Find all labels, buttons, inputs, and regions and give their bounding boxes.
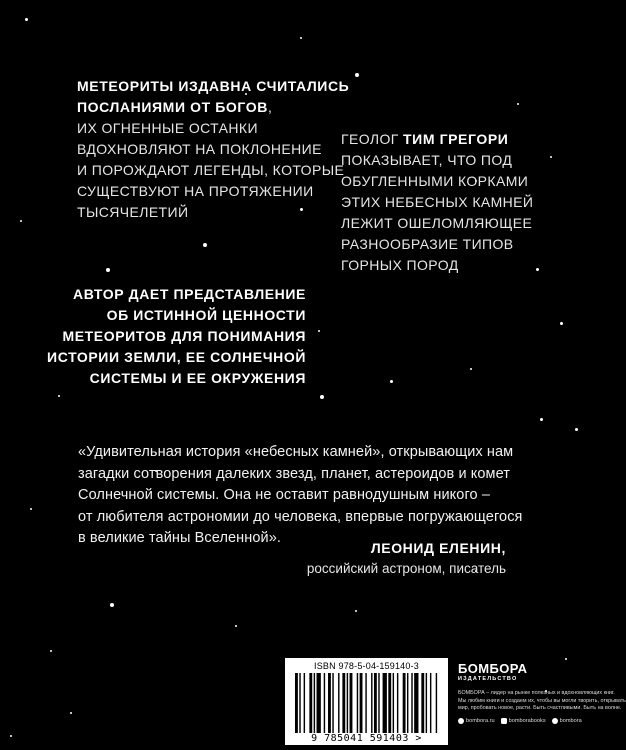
publisher-text-line: Мы любим книги и создаем их, чтобы вы могли творить, открывать (458, 697, 626, 704)
quote-author-name: ЛЕОНИД ЕЛЕНИН, (370, 540, 506, 556)
publisher-socials (458, 718, 598, 724)
barcode-bar (393, 673, 394, 733)
barcode-bar (378, 673, 379, 733)
barcode-bar (383, 673, 387, 733)
value-line: ИСТОРИИ ЗЕМЛИ, ЕЕ СОЛНЕЧНОЙ (47, 349, 306, 365)
star-dot (235, 625, 237, 627)
review-quote (78, 442, 523, 550)
vk-icon (501, 718, 507, 724)
value-line: ОБ ИСТИННОЙ ЦЕННОСТИ (106, 307, 306, 323)
intro-line: ТЫСЯЧЕЛЕТИЙ (77, 204, 189, 220)
author-line: ГОРНЫХ ПОРОД (341, 257, 459, 273)
star-dot (106, 268, 110, 272)
star-dot (550, 156, 552, 158)
star-dot (20, 220, 22, 222)
barcode-bar (328, 673, 331, 733)
intro-text-block (77, 76, 349, 223)
barcode-bar (357, 673, 358, 733)
social-website[interactable] (458, 718, 495, 724)
barcode-bar (397, 673, 398, 733)
intro-bold-line-2 (77, 97, 349, 118)
barcode-bar (309, 673, 312, 733)
star-dot (203, 243, 207, 247)
quote-line: «Удивительная история «небесных камней», открывающих нам (78, 444, 514, 460)
barcode-bar (338, 673, 339, 733)
barcode-bar (295, 673, 298, 733)
publisher-subtitle: ИЗДАТЕЛЬСТВО (458, 676, 518, 682)
intro-bold-suffix: , (267, 99, 273, 115)
publisher-logo: БОМБОРА (458, 661, 528, 676)
author-intro-line (341, 129, 533, 150)
author-line: ЛЕЖИТ ОШЕЛОМЛЯЮЩЕЕ (341, 215, 533, 231)
value-line: АВТОР ДАЕТ ПРЕДСТАВЛЕНИЕ (73, 286, 306, 302)
barcode-bar (347, 673, 348, 733)
barcode-bar (317, 673, 321, 733)
star-dot (470, 368, 472, 370)
publisher-block (458, 661, 626, 724)
star-dot (536, 268, 539, 271)
social-vk[interactable] (501, 718, 546, 724)
star-dot (10, 735, 12, 737)
intro-bold-line: МЕТЕОРИТЫ ИЗДАВНА СЧИТАЛИСЬ (77, 78, 350, 94)
barcode-bar (436, 673, 437, 733)
barcode-bar (365, 673, 366, 733)
barcode-bar (314, 673, 315, 733)
barcode-bar (350, 673, 353, 733)
value-line: СИСТЕМЫ И ЕЕ ОКРУЖЕНИЯ (89, 370, 306, 386)
star-dot (355, 73, 359, 77)
author-text-block (341, 129, 533, 276)
star-dot (517, 103, 519, 105)
globe-icon (458, 718, 464, 724)
barcode-bar (324, 673, 325, 733)
barcode-bar (414, 673, 418, 733)
social-website-label: bombora.ru (466, 717, 495, 724)
intro-line: ВДОХНОВЛЯЮТ НА ПОКЛОНЕНИЕ (77, 141, 322, 157)
barcode-bar (411, 673, 412, 733)
author-line: ОБУГЛЕННЫМИ КОРКАМИ (341, 173, 529, 189)
barcode (285, 658, 448, 745)
quote-line: от любителя астрономии до человека, впервые погружающегося (78, 508, 523, 525)
barcode-bar (299, 673, 300, 733)
author-name-inline: ТИМ ГРЕГОРИ (403, 131, 509, 147)
barcode-bar (388, 673, 391, 733)
barcode-bar (360, 673, 363, 733)
star-dot (390, 380, 393, 383)
author-line: ПОКАЗЫВАЕТ, ЧТО ПОД (341, 152, 513, 168)
barcode-bar (407, 673, 408, 733)
quote-author-role: российский астроном, писатель (306, 561, 506, 576)
barcode-bar (426, 673, 427, 733)
star-dot (540, 418, 543, 421)
intro-line: СУЩЕСТВУЮТ НА ПРОТЯЖЕНИИ (77, 183, 314, 199)
quote-author (307, 540, 506, 576)
star-dot (30, 508, 32, 510)
telegram-icon (552, 718, 558, 724)
value-line: МЕТЕОРИТОВ ДЛЯ ПОНИМАНИЯ (62, 328, 306, 344)
star-dot (110, 603, 114, 607)
star-dot (565, 658, 567, 660)
author-line: РАЗНООБРАЗИЕ ТИПОВ (341, 236, 514, 252)
star-dot (575, 428, 578, 431)
publisher-text-line: БОМБОРА – лидер на рынке полезных и вдохновляющих книг. (458, 690, 615, 696)
quote-line: загадки сотворения далеких звезд, планет, астероидов и комет (78, 465, 511, 482)
intro-line: И ПОРОЖДАЮТ ЛЕГЕНДЫ, КОТОРЫЕ (77, 162, 345, 178)
social-telegram-label: bombora (559, 717, 582, 724)
value-text-block (47, 284, 306, 389)
barcode-bar (332, 673, 333, 733)
quote-line: в великие тайны Вселенной». (78, 530, 282, 546)
author-prefix: ГЕОЛОГ (341, 131, 403, 147)
barcode-bar (421, 673, 424, 733)
barcode-bars (295, 673, 440, 733)
star-dot (355, 610, 357, 612)
star-dot (70, 712, 72, 714)
barcode-bar (374, 673, 377, 733)
star-dot (300, 37, 302, 39)
star-dot (320, 395, 324, 399)
intro-line: ИХ ОГНЕННЫЕ ОСТАНКИ (77, 120, 258, 136)
barcode-bar (371, 673, 372, 733)
publisher-text-line: мир, пробовать новое, расти. Быть счастливыми. Быть на волне. (458, 705, 622, 712)
social-telegram[interactable] (552, 718, 582, 724)
barcode-bar (403, 673, 406, 733)
social-vk-label: bomborabooks (508, 717, 546, 724)
intro-bold-text: ПОСЛАНИЯМИ ОТ БОГОВ (77, 99, 268, 115)
quote-line: Солнечной системы. Она не оставит равнодушным никого – (78, 487, 490, 503)
barcode-digits: 9 785041 591403 > (285, 733, 448, 744)
barcode-bar (304, 673, 305, 733)
barcode-bar (430, 673, 431, 733)
author-line: ЭТИХ НЕБЕСНЫХ КАМНЕЙ (341, 194, 534, 210)
publisher-description (458, 690, 626, 713)
star-dot (58, 395, 60, 397)
star-dot (50, 650, 52, 652)
isbn-text: ISBN 978-5-04-159140-3 (314, 661, 419, 671)
star-dot (318, 330, 320, 332)
star-dot (25, 18, 28, 21)
star-dot (560, 322, 563, 325)
barcode-bar (342, 673, 345, 733)
